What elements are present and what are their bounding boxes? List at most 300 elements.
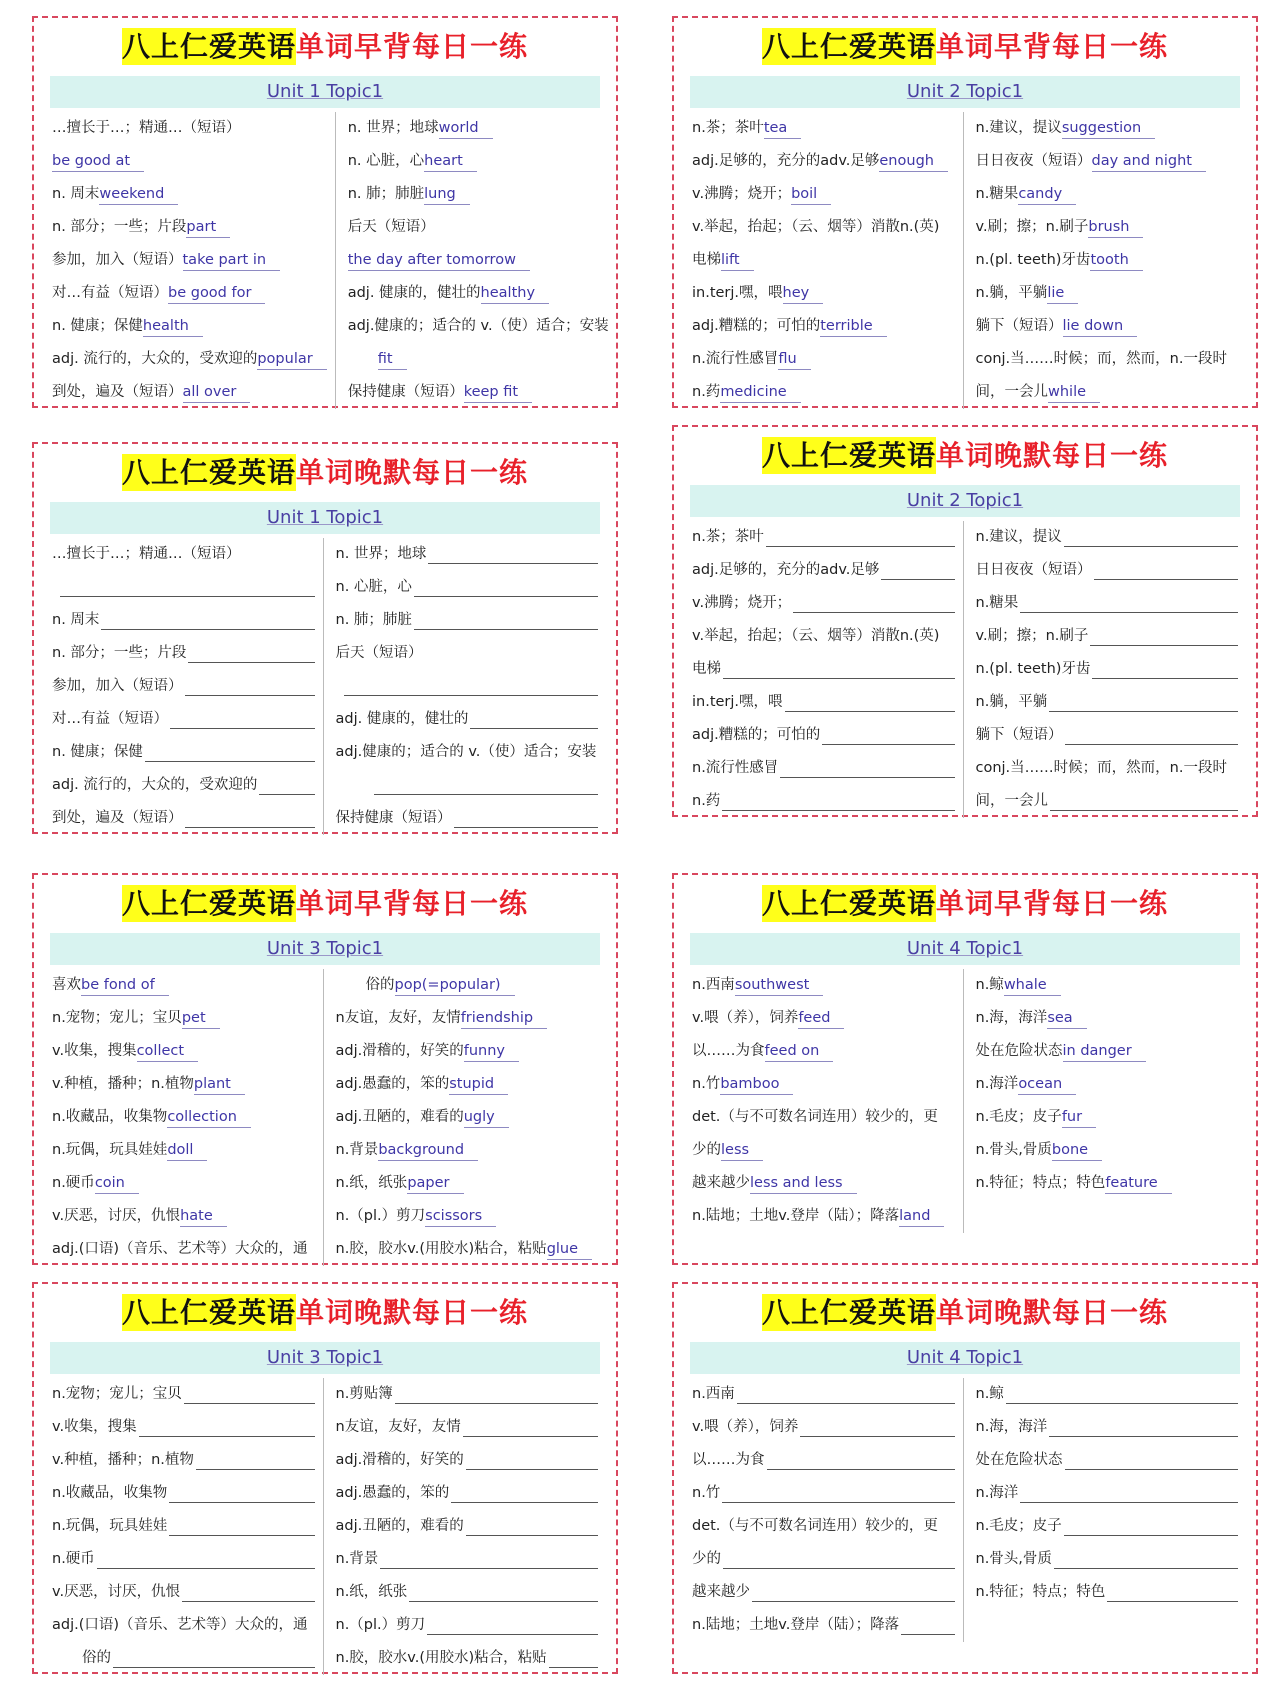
- meaning-text: n.背景: [335, 1551, 379, 1567]
- answer-blank-line[interactable]: [466, 1517, 598, 1536]
- vocab-row: [336, 538, 599, 571]
- answer-blank-line[interactable]: [428, 545, 598, 564]
- answer-word: feature: [1105, 1173, 1171, 1194]
- answer-blank-line[interactable]: [1050, 792, 1238, 811]
- meaning-text: n.收藏品，收集物: [52, 1485, 168, 1501]
- meaning-text: 日日夜夜（短语）: [975, 153, 1092, 169]
- meaning-text: …擅长于…；精通…（短语）: [52, 120, 241, 136]
- vocab-row: [52, 178, 327, 211]
- meaning-text: 喜欢: [52, 977, 81, 993]
- answer-word: bone: [1052, 1140, 1102, 1161]
- vocab-row: [348, 244, 609, 277]
- meaning-text: 以……为食: [692, 1043, 765, 1059]
- answer-blank-line[interactable]: [1065, 726, 1239, 745]
- vocab-row: [692, 1477, 955, 1510]
- vocab-row: [336, 1167, 599, 1200]
- meaning-text: n.鲸: [975, 1386, 1004, 1402]
- vocab-row: [692, 1543, 955, 1576]
- vocab-row: [52, 145, 327, 178]
- meaning-text: 保持健康（短语）: [347, 384, 464, 400]
- answer-blank-line[interactable]: [169, 1517, 314, 1536]
- meaning-text: 电梯: [692, 661, 721, 677]
- card-title: [674, 875, 1256, 933]
- vocab-row: [692, 1200, 955, 1233]
- meaning-text: v.喂（养），饲养: [692, 1010, 799, 1026]
- answer-word: fur: [1062, 1107, 1096, 1128]
- vocab-row: [336, 1444, 599, 1477]
- vocab-row: [52, 1233, 315, 1266]
- answer-blank-line[interactable]: [470, 710, 598, 729]
- meaning-text: n.茶；茶叶: [692, 529, 764, 545]
- answer-word: background: [378, 1140, 478, 1161]
- card-title: [674, 1284, 1256, 1342]
- answer-blank-line[interactable]: [466, 1451, 598, 1470]
- meaning-text: v.刷；擦；n.刷子: [975, 219, 1089, 235]
- vocab-row: [336, 1068, 599, 1101]
- vocab-row: [348, 145, 609, 178]
- vocab-row: [336, 1002, 599, 1035]
- meaning-text: adj.足够的，充分的adv.足够: [692, 153, 880, 169]
- answer-blank-line[interactable]: [463, 1418, 598, 1437]
- meaning-text: n.海洋: [975, 1485, 1019, 1501]
- practice-card: [32, 16, 618, 408]
- meaning-text: 少的: [692, 1551, 721, 1567]
- answer-blank-line[interactable]: [1006, 1385, 1238, 1404]
- meaning-text: adj. 健康的，健壮的: [335, 711, 469, 727]
- meaning-text: adj.糟糕的；可怕的: [692, 318, 821, 334]
- answer-word: brush: [1088, 217, 1143, 238]
- answer-word: feed on: [765, 1041, 834, 1062]
- answer-blank-line[interactable]: [188, 644, 314, 663]
- answer-word: funny: [464, 1041, 519, 1062]
- vocab-row: [976, 343, 1239, 376]
- meaning-text: adj.(口语)（音乐、艺术等）大众的，通: [52, 1241, 308, 1257]
- title-red: 单词晚默每日一练: [296, 1296, 529, 1329]
- vocab-row: [52, 1035, 315, 1068]
- meaning-text: v.收集，搜集: [52, 1419, 137, 1435]
- vocab-row: [976, 376, 1239, 409]
- unit-bar: [50, 502, 600, 534]
- answer-blank-line[interactable]: [1064, 528, 1238, 547]
- answer-blank-line[interactable]: [427, 1616, 598, 1635]
- answer-blank-line[interactable]: [723, 660, 955, 679]
- answer-blank-line[interactable]: [722, 792, 954, 811]
- vocab-row: [692, 1576, 955, 1609]
- vocab-row: [692, 112, 955, 145]
- right-column: [964, 112, 1241, 409]
- meaning-text: v.厌恶，讨厌，仇恨: [52, 1584, 181, 1600]
- meaning-text: n.(pl. teeth)牙齿: [975, 252, 1091, 268]
- vocab-row: [336, 969, 599, 1002]
- meaning-text: n. 心脏，心: [335, 579, 412, 595]
- meaning-text: n.收藏品，收集物: [52, 1109, 168, 1125]
- answer-word: be good for: [168, 283, 265, 304]
- meaning-text: n. 肺；肺脏: [347, 186, 425, 202]
- vocab-row: [976, 969, 1239, 1002]
- vocab-row: [692, 1035, 955, 1068]
- vocab-row: [52, 571, 315, 604]
- meaning-text: 躺下（短语）: [975, 727, 1063, 743]
- answer-word: ugly: [464, 1107, 509, 1128]
- answer-blank-line[interactable]: [1065, 1451, 1239, 1470]
- answer-word: feed: [798, 1008, 844, 1029]
- vocab-row: [692, 1444, 955, 1477]
- vocab-row: [52, 1609, 315, 1642]
- vocab-row: [976, 244, 1239, 277]
- vocab-row: [348, 211, 609, 244]
- answer-blank-line[interactable]: [722, 1484, 954, 1503]
- meaning-text: 处在危险状态: [975, 1043, 1063, 1059]
- vocab-columns: [690, 521, 1240, 818]
- answer-word: pop(=popular): [395, 975, 515, 996]
- meaning-text: 躺下（短语）: [975, 318, 1063, 334]
- vocab-row: [52, 969, 315, 1002]
- answer-blank-line[interactable]: [451, 1484, 598, 1503]
- meaning-text: 后天（短语）: [347, 219, 435, 235]
- vocab-columns: [50, 112, 609, 409]
- answer-blank-line[interactable]: [1064, 1517, 1238, 1536]
- vocab-row: [348, 112, 609, 145]
- meaning-text: n.躺，平躺: [975, 694, 1048, 710]
- vocab-row: [52, 1444, 315, 1477]
- answer-word: world: [439, 118, 493, 139]
- vocab-row: [52, 376, 327, 409]
- answer-word: land: [899, 1206, 944, 1227]
- meaning-text: n.流行性感冒: [692, 760, 779, 776]
- meaning-text: n.特征；特点；特色: [975, 1584, 1106, 1600]
- meaning-text: n.糖果: [975, 186, 1019, 202]
- right-column: [324, 538, 601, 835]
- unit-label: Unit 1 Topic1: [266, 507, 384, 528]
- vocab-row: [976, 1134, 1239, 1167]
- meaning-text: adj. 流行的，大众的，受欢迎的: [52, 351, 258, 367]
- vocab-row: [52, 538, 315, 571]
- answer-blank-line[interactable]: [1090, 627, 1238, 646]
- vocab-row: [348, 376, 609, 409]
- answer-blank-line[interactable]: [549, 1649, 598, 1668]
- meaning-text: n.药: [692, 384, 721, 400]
- vocab-row: [336, 571, 599, 604]
- vocab-row: [692, 343, 955, 376]
- vocab-row: [52, 112, 327, 145]
- title-red: 单词早背每日一练: [296, 887, 529, 920]
- vocab-row: [692, 211, 955, 244]
- vocab-row: [692, 587, 955, 620]
- meaning-text: n.（pl.）剪刀: [335, 1617, 426, 1633]
- vocab-row: [52, 1002, 315, 1035]
- right-column: [324, 1378, 601, 1675]
- vocab-row: [976, 1510, 1239, 1543]
- answer-blank-line[interactable]: [414, 611, 598, 630]
- answer-blank-line[interactable]: [881, 561, 954, 580]
- answer-blank-line[interactable]: [182, 1583, 314, 1602]
- answer-word: friendship: [461, 1008, 547, 1029]
- meaning-text: 到处，遍及（短语）: [52, 810, 183, 826]
- meaning-text: …擅长于…；精通…（短语）: [52, 546, 241, 562]
- vocab-row: [336, 1477, 599, 1510]
- vocab-row: [52, 604, 315, 637]
- answer-word: lie: [1047, 283, 1078, 304]
- answer-blank-line[interactable]: [1092, 660, 1238, 679]
- vocab-row: [336, 1134, 599, 1167]
- answer-word: popular: [257, 349, 326, 370]
- vocab-row: [692, 376, 955, 409]
- answer-word: scissors: [425, 1206, 496, 1227]
- answer-word: bamboo: [720, 1074, 793, 1095]
- answer-word: in danger: [1063, 1041, 1146, 1062]
- vocab-row: [52, 310, 327, 343]
- answer-blank-line[interactable]: [414, 578, 598, 597]
- answer-word: while: [1048, 382, 1100, 403]
- vocab-columns: [690, 969, 1240, 1233]
- answer-blank-line[interactable]: [766, 528, 955, 547]
- meaning-text: n.竹: [692, 1485, 721, 1501]
- answer-blank-line[interactable]: [184, 1385, 315, 1404]
- answer-blank-line[interactable]: [259, 776, 314, 795]
- vocab-columns: [50, 969, 600, 1266]
- unit-label: Unit 1 Topic1: [266, 81, 384, 102]
- vocab-row: [692, 145, 955, 178]
- answer-blank-line[interactable]: [723, 1550, 955, 1569]
- left-column: [690, 112, 964, 409]
- answer-blank-line[interactable]: [60, 578, 315, 597]
- title-red: 单词晚默每日一练: [936, 439, 1169, 472]
- vocab-row: [52, 1576, 315, 1609]
- meaning-text: conj.当……时候；而，然而，n.一段时: [975, 760, 1227, 776]
- answer-blank-line[interactable]: [737, 1385, 955, 1404]
- meaning-text: 间，一会儿: [975, 793, 1048, 809]
- answer-blank-line[interactable]: [793, 594, 954, 613]
- vocab-row: [692, 752, 955, 785]
- vocab-row: [52, 637, 315, 670]
- title-highlight: 八上仁爱英语: [121, 456, 296, 489]
- meaning-text: n. 世界；地球: [347, 120, 439, 136]
- vocab-row: [976, 719, 1239, 752]
- meaning-text: n. 部分；一些；片段: [52, 219, 187, 235]
- meaning-text: n. 健康；保健: [52, 318, 143, 334]
- vocab-row: [976, 752, 1239, 785]
- vocab-row: [336, 1411, 599, 1444]
- meaning-text: v.厌恶，讨厌，仇恨: [52, 1208, 181, 1224]
- answer-word: enough: [879, 151, 948, 172]
- answer-blank-line[interactable]: [822, 726, 954, 745]
- title-highlight: 八上仁爱英语: [761, 439, 936, 472]
- vocab-row: [336, 1378, 599, 1411]
- answer-blank-line[interactable]: [1054, 1550, 1238, 1569]
- vocab-row: [976, 112, 1239, 145]
- answer-word: candy: [1018, 184, 1076, 205]
- answer-blank-line[interactable]: [409, 1583, 598, 1602]
- meaning-text: n.竹: [692, 1076, 721, 1092]
- vocab-row: [52, 1068, 315, 1101]
- vocab-row: [52, 343, 327, 376]
- vocab-row: [52, 703, 315, 736]
- vocab-row: [336, 1510, 599, 1543]
- answer-word: collect: [137, 1041, 198, 1062]
- answer-blank-line[interactable]: [752, 1583, 955, 1602]
- meaning-text: n. 世界；地球: [335, 546, 427, 562]
- meaning-text: 俗的: [365, 977, 395, 993]
- meaning-text: n.海洋: [975, 1076, 1019, 1092]
- meaning-text: 以……为食: [692, 1452, 765, 1468]
- vocab-row: [52, 1510, 315, 1543]
- meaning-text: adj.健康的；适合的 v.（使）适合；安装: [335, 744, 597, 760]
- answer-word: all over: [183, 382, 251, 403]
- meaning-text: n.硬币: [52, 1175, 95, 1191]
- answer-word: day and night: [1092, 151, 1206, 172]
- vocab-row: [336, 802, 599, 835]
- meaning-text: v.种植，播种；n.植物: [52, 1076, 194, 1092]
- answer-blank-line[interactable]: [780, 759, 954, 778]
- answer-blank-line[interactable]: [395, 1385, 598, 1404]
- meaning-text: n.陆地；土地v.登岸（陆）；降落: [692, 1617, 900, 1633]
- vocab-row: [336, 1543, 599, 1576]
- meaning-text: v.举起，抬起；（云、烟等）消散n.(英): [692, 628, 940, 644]
- answer-blank-line[interactable]: [139, 1418, 315, 1437]
- vocab-row: [692, 1510, 955, 1543]
- vocab-row: [976, 211, 1239, 244]
- meaning-text: v.喂（养），饲养: [692, 1419, 799, 1435]
- answer-blank-line[interactable]: [145, 743, 315, 762]
- title-highlight: 八上仁爱英语: [761, 1296, 936, 1329]
- left-column: [690, 1378, 964, 1642]
- meaning-text: adj.足够的，充分的adv.足够: [692, 562, 880, 578]
- vocab-row: [976, 1378, 1239, 1411]
- meaning-text: n.纸，纸张: [335, 1584, 408, 1600]
- vocab-row: [336, 1101, 599, 1134]
- title-highlight: 八上仁爱英语: [121, 30, 296, 63]
- answer-blank-line[interactable]: [1049, 1418, 1238, 1437]
- meaning-text: 俗的: [82, 1650, 111, 1666]
- practice-card: [32, 1282, 618, 1674]
- vocab-row: [976, 1167, 1239, 1200]
- answer-word: keep fit: [464, 382, 532, 403]
- vocab-columns: [50, 1378, 600, 1675]
- vocab-row: [336, 1200, 599, 1233]
- answer-blank-line[interactable]: [1020, 594, 1238, 613]
- answer-blank-line[interactable]: [113, 1649, 315, 1668]
- vocab-row: [692, 1068, 955, 1101]
- answer-blank-line[interactable]: [785, 693, 955, 712]
- answer-blank-line[interactable]: [454, 809, 599, 828]
- answer-blank-line[interactable]: [344, 677, 599, 696]
- card-title: [674, 18, 1256, 76]
- vocab-row: [692, 1167, 955, 1200]
- answer-blank-line[interactable]: [767, 1451, 955, 1470]
- vocab-row: [976, 1068, 1239, 1101]
- vocab-row: [692, 1378, 955, 1411]
- practice-card: [32, 442, 618, 834]
- left-column: [690, 969, 964, 1233]
- vocab-row: [976, 1543, 1239, 1576]
- answer-blank-line[interactable]: [185, 677, 315, 696]
- answer-word: suggestion: [1062, 118, 1155, 139]
- answer-blank-line[interactable]: [374, 776, 599, 795]
- meaning-text: n.特征；特点；特色: [975, 1175, 1106, 1191]
- vocab-row: [692, 653, 955, 686]
- answer-blank-line[interactable]: [1094, 561, 1239, 580]
- unit-bar: [50, 76, 600, 108]
- vocab-row: [52, 1134, 315, 1167]
- answer-blank-line[interactable]: [169, 1484, 314, 1503]
- answer-word: fit: [378, 349, 407, 370]
- answer-blank-line[interactable]: [901, 1616, 954, 1635]
- vocab-row: [976, 1035, 1239, 1068]
- answer-blank-line[interactable]: [380, 1550, 598, 1569]
- unit-bar: [690, 933, 1240, 965]
- meaning-text: n. 健康；保健: [52, 744, 143, 760]
- vocab-row: [52, 802, 315, 835]
- vocab-row: [348, 178, 609, 211]
- vocab-row: [52, 211, 327, 244]
- meaning-text: n.剪贴簿: [335, 1386, 393, 1402]
- answer-blank-line[interactable]: [1049, 693, 1238, 712]
- vocab-row: [976, 1101, 1239, 1134]
- meaning-text: n.毛皮；皮子: [975, 1109, 1062, 1125]
- vocab-row: [52, 1101, 315, 1134]
- answer-blank-line[interactable]: [800, 1418, 954, 1437]
- answer-word: lung: [424, 184, 470, 205]
- vocab-row: [52, 1477, 315, 1510]
- answer-word: boil: [791, 184, 831, 205]
- practice-card: [672, 873, 1258, 1265]
- meaning-text: adj.(口语)（音乐、艺术等）大众的，通: [52, 1617, 308, 1633]
- card-title: [34, 18, 616, 76]
- vocab-row: [692, 719, 955, 752]
- answer-blank-line[interactable]: [97, 1550, 315, 1569]
- vocab-row: [52, 670, 315, 703]
- answer-blank-line[interactable]: [101, 611, 314, 630]
- vocab-row: [336, 1233, 599, 1266]
- vocab-row: [976, 686, 1239, 719]
- left-column: [50, 538, 324, 835]
- answer-word: hey: [783, 283, 824, 304]
- vocab-row: [692, 1411, 955, 1444]
- vocab-row: [52, 769, 315, 802]
- answer-blank-line[interactable]: [170, 710, 315, 729]
- answer-blank-line[interactable]: [1020, 1484, 1238, 1503]
- answer-word: doll: [167, 1140, 207, 1161]
- vocab-row: [976, 1411, 1239, 1444]
- answer-blank-line[interactable]: [1107, 1583, 1238, 1602]
- meaning-text: 越来越少: [692, 1175, 750, 1191]
- meaning-text: n.流行性感冒: [692, 351, 779, 367]
- vocab-row: [976, 310, 1239, 343]
- answer-word: lift: [721, 250, 754, 271]
- meaning-text: in.terj.嘿，喂: [692, 285, 783, 301]
- answer-word: whale: [1004, 975, 1061, 996]
- vocab-row: [336, 1642, 599, 1675]
- meaning-text: 对…有益（短语）: [52, 285, 168, 301]
- vocab-row: [692, 785, 955, 818]
- meaning-text: n.建议，提议: [975, 120, 1062, 136]
- title-highlight: 八上仁爱英语: [121, 1296, 296, 1329]
- meaning-text: n.陆地；土地v.登岸（陆）；降落: [692, 1208, 900, 1224]
- answer-word: ocean: [1018, 1074, 1076, 1095]
- practice-card: [672, 1282, 1258, 1674]
- answer-blank-line[interactable]: [196, 1451, 315, 1470]
- practice-card: [672, 425, 1258, 817]
- meaning-text: 电梯: [692, 252, 721, 268]
- vocab-row: [692, 178, 955, 211]
- title-highlight: 八上仁爱英语: [761, 30, 936, 63]
- meaning-text: n.纸，纸张: [335, 1175, 408, 1191]
- meaning-text: v.沸腾；烧开；: [692, 595, 792, 611]
- meaning-text: conj.当……时候；而，然而，n.一段时: [975, 351, 1227, 367]
- meaning-text: 到处，遍及（短语）: [52, 384, 183, 400]
- answer-blank-line[interactable]: [185, 809, 315, 828]
- meaning-text: 参加，加入（短语）: [52, 678, 183, 694]
